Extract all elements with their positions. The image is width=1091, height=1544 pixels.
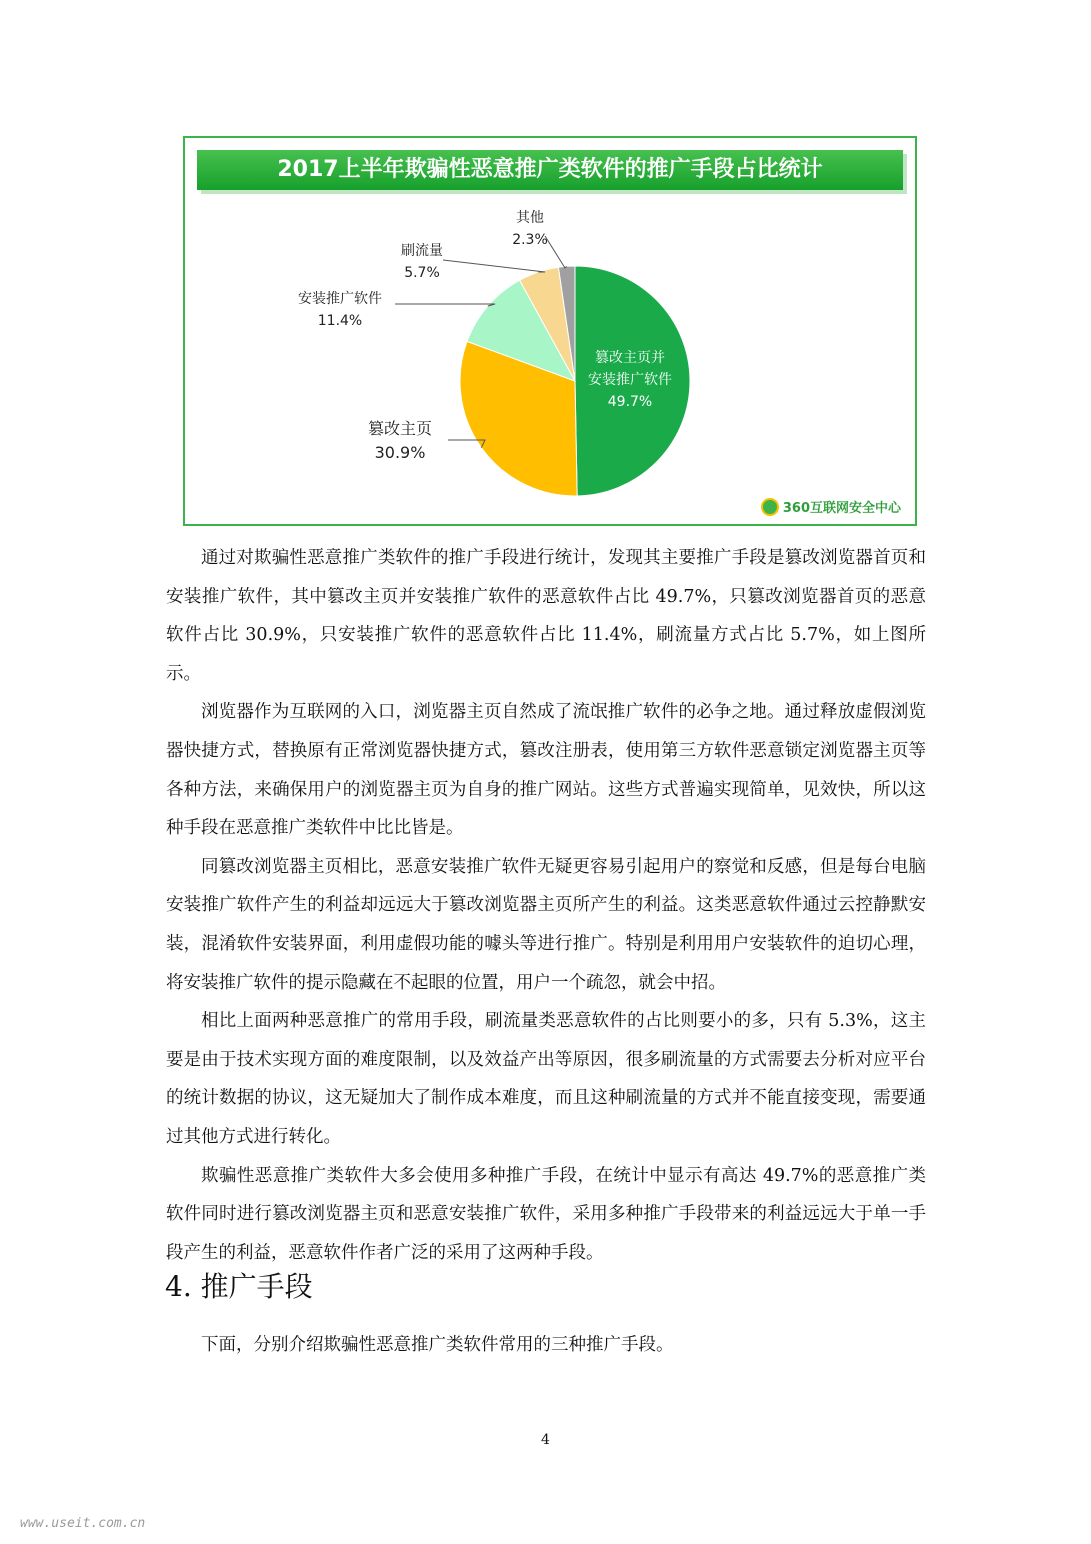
slice-name-label: 刷流量 bbox=[401, 243, 443, 259]
paragraph: 相比上面两种恶意推广的常用手段，刷流量类恶意软件的占比则要小的多，只有 5.3%，这主要是由于技术实现方面的难度限制，以及效益产出等原因，很多刷流量的方式需要去分析对应平台的统计数据的协议，这无疑加大了制作成本难度，而且这种刷流量的方式并不能直接变现，需要通过其他方式进行转化。 bbox=[166, 1011, 926, 1147]
slice-name-label: 安装推广软件 bbox=[588, 372, 672, 388]
slice-value-label: 5.7% bbox=[404, 265, 440, 281]
slice-value-label: 11.4% bbox=[317, 313, 363, 329]
paragraph: 通过对欺骗性恶意推广类软件的推广手段进行统计，发现其主要推广手段是篡改浏览器首页和安装推广软件，其中篡改主页并安装推广软件的恶意软件占比 49.7%，只篡改浏览器首页的恶意软件占比 30.9%，只安装推广软件的恶意软件占比 11.4%，刷流量方式占比 5.7%，如上图所示。 bbox=[166, 548, 926, 684]
logo-text: 360互联网安全中心 bbox=[782, 501, 901, 516]
slice-name-label: 篡改主页 bbox=[367, 419, 433, 438]
slice-value-label: 30.9% bbox=[374, 443, 426, 462]
slice-name-label: 其他 bbox=[516, 210, 544, 226]
pie-chart bbox=[185, 138, 915, 524]
leader-line bbox=[545, 236, 567, 268]
leader-line bbox=[395, 304, 495, 306]
section-heading bbox=[165, 1265, 313, 1309]
chart-figure bbox=[183, 136, 917, 526]
paragraph: 欺骗性恶意推广类软件大多会使用多种推广手段，在统计中显示有高达 49.7%的恶意推广类软件同时进行篡改浏览器主页和恶意安装推广软件，采用多种推广手段带来的利益远远大于单一手段产生的利益，恶意软件作者广泛的采用了这两种手段。 bbox=[166, 1165, 926, 1263]
slice-value-label: 2.3% bbox=[512, 232, 548, 248]
paragraph: 同篡改浏览器主页相比，恶意安装推广软件无疑更容易引起用户的察觉和反感，但是每台电脑安装推广软件产生的利益却远远大于篡改浏览器主页所产生的利益。这类恶意软件通过云控静默安装，混淆软件安装界面，利用虚假功能的噱头等进行推广。特别是利用用户安装软件的迫切心理，将安装推广软件的提示隐藏在不起眼的位置，用户一个疏忽，就会中招。 bbox=[166, 856, 926, 993]
slice-name-label: 安装推广软件 bbox=[298, 291, 382, 307]
section-number: 4. bbox=[165, 1270, 192, 1303]
body-text bbox=[166, 539, 926, 1272]
logo bbox=[761, 497, 901, 516]
page-number: 4 bbox=[541, 1432, 550, 1448]
slice-value-label: 49.7% bbox=[607, 394, 653, 410]
section-title: 推广手段 bbox=[200, 1270, 313, 1303]
watermark: www.useit.com.cn bbox=[20, 1516, 146, 1531]
leader-line bbox=[443, 260, 545, 272]
logo-icon bbox=[761, 498, 779, 516]
section-intro: 下面，分别介绍欺骗性恶意推广类软件常用的三种推广手段。 bbox=[201, 1335, 674, 1355]
paragraph: 浏览器作为互联网的入口，浏览器主页自然成了流氓推广软件的必争之地。通过释放虚假浏览器快捷方式，替换原有正常浏览器快捷方式，篡改注册表，使用第三方软件恶意锁定浏览器主页等各种方法，来确保用户的浏览器主页为自身的推广网站。这些方式普遍实现简单，见效快，所以这种手段在恶意推广类软件中比比皆是。 bbox=[166, 702, 926, 839]
chart-title: 2017上半年欺骗性恶意推广类软件的推广手段占比统计 bbox=[197, 150, 903, 190]
slice-name-label: 篡改主页并 bbox=[595, 350, 665, 366]
